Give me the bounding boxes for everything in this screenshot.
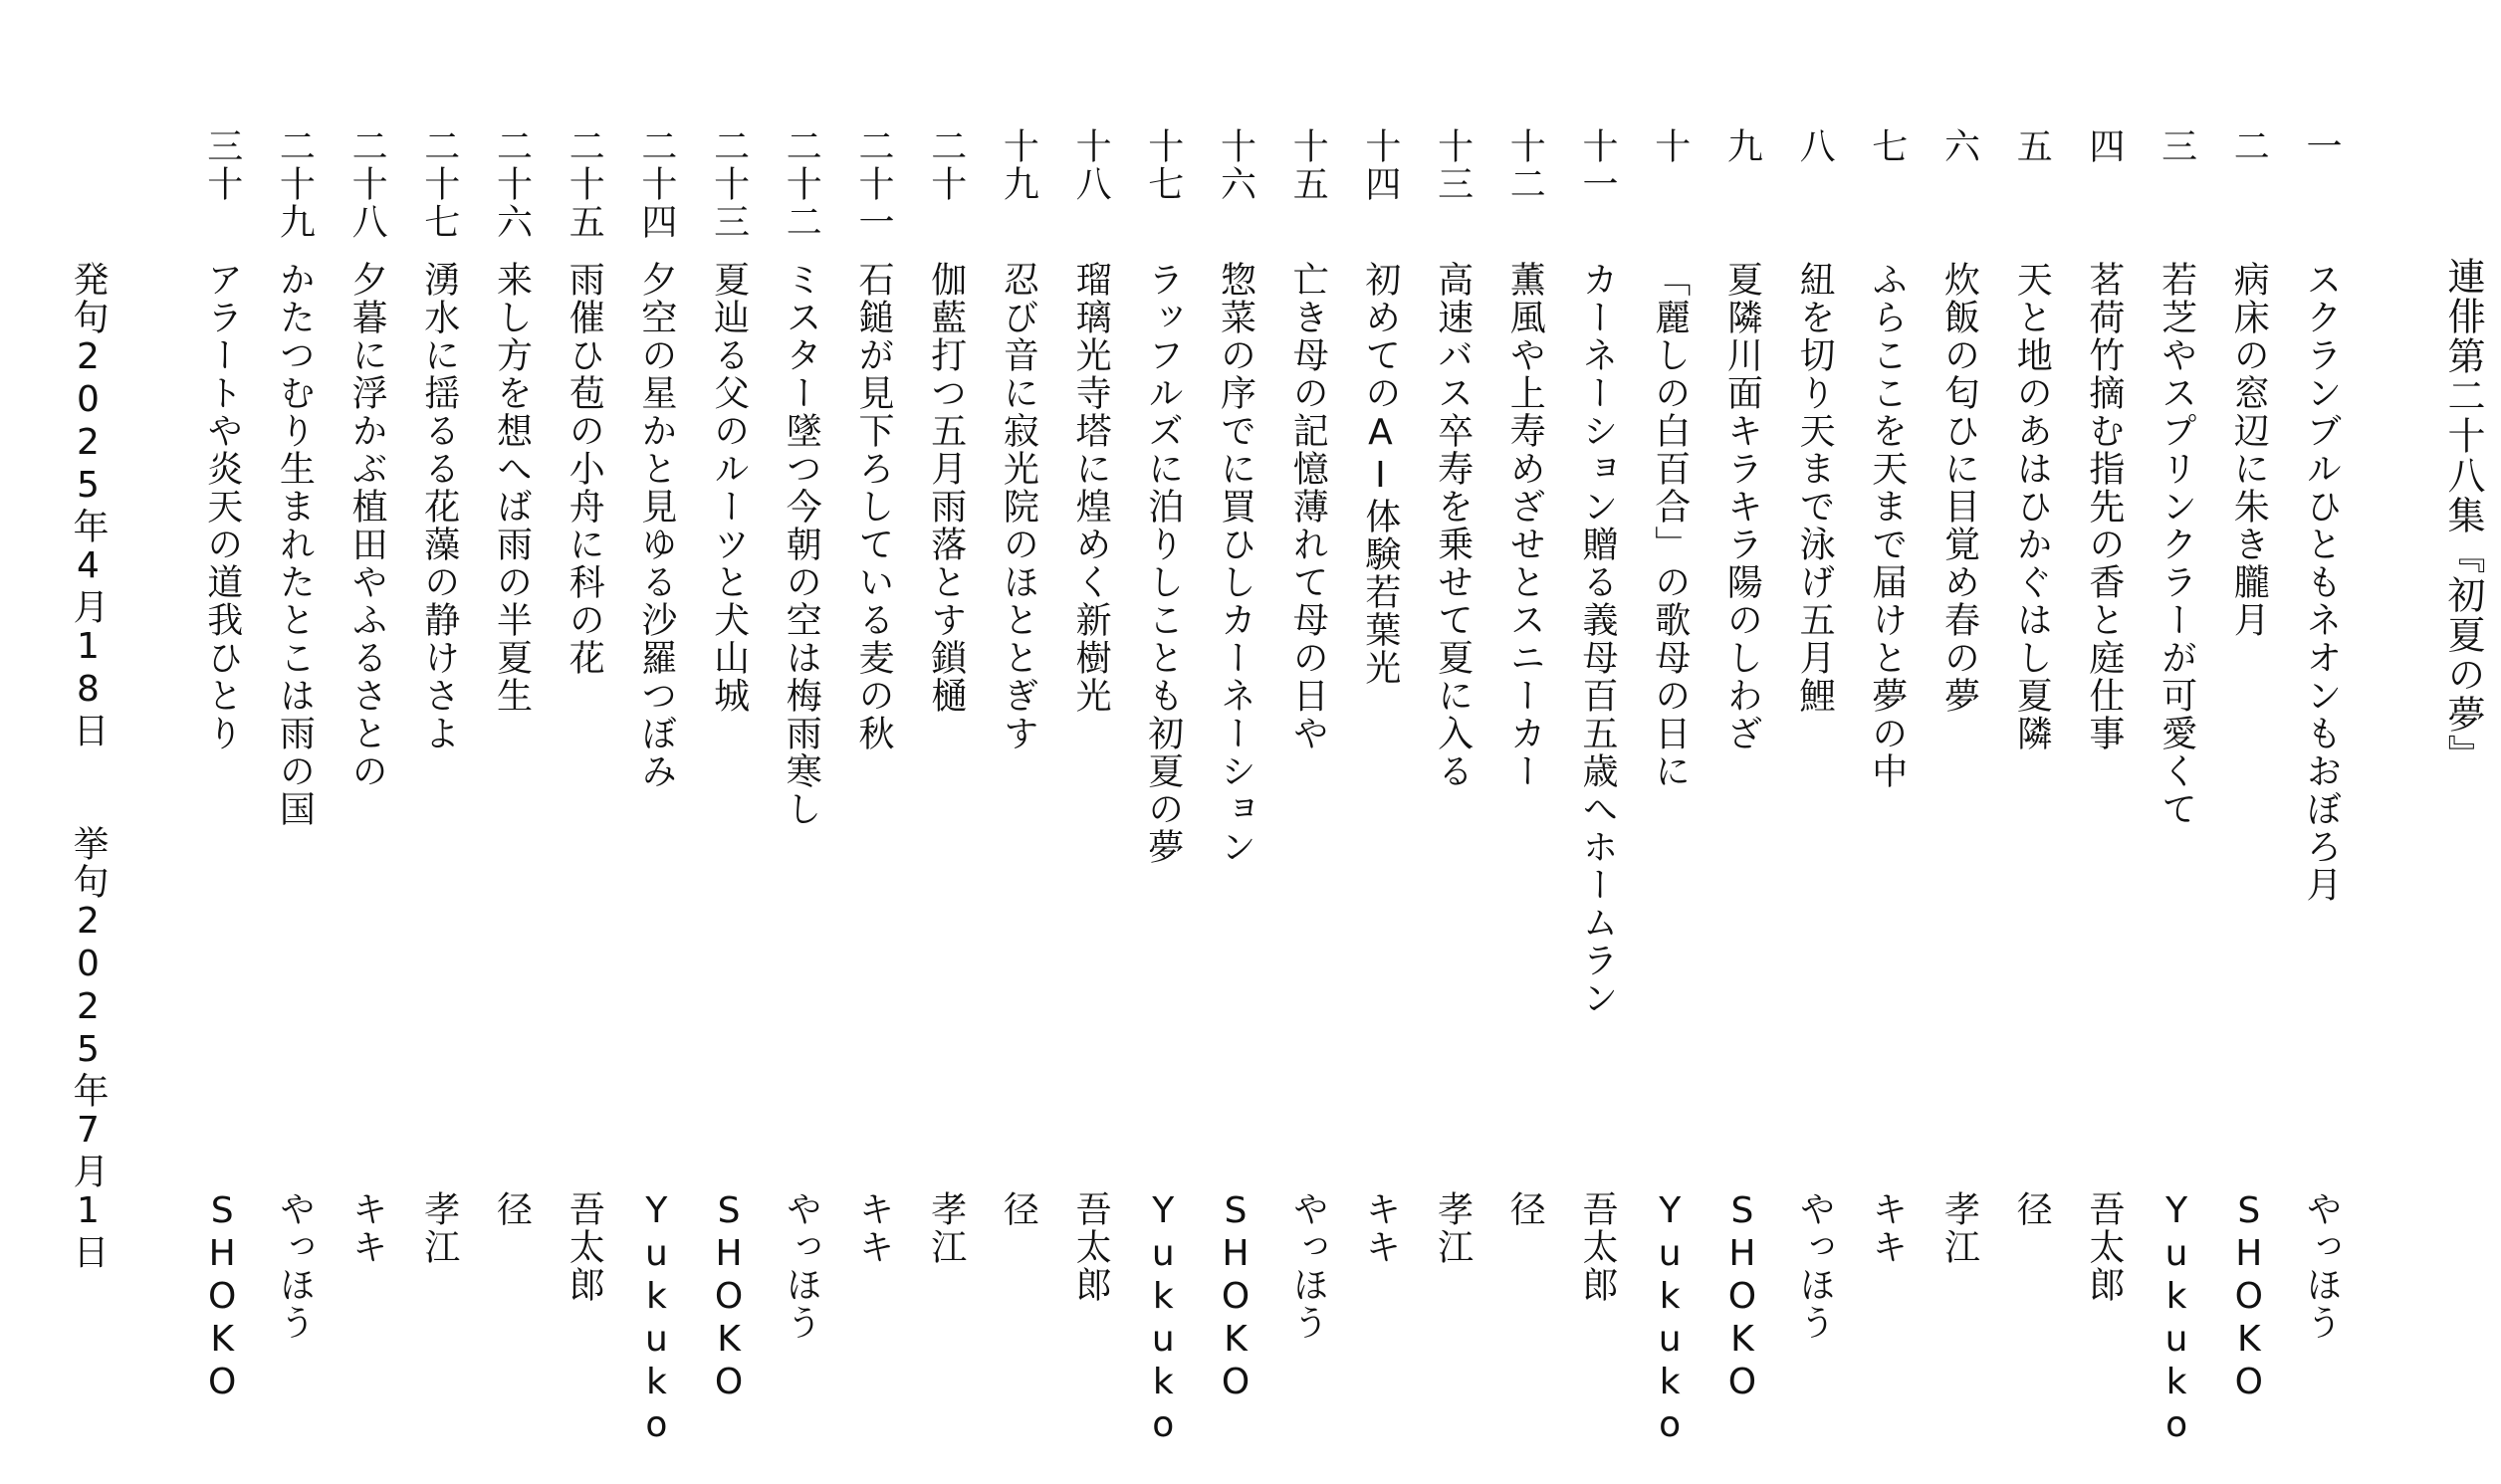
verse-author: 径	[1504, 1190, 1546, 1228]
verse-number: 十七	[1142, 127, 1184, 203]
verse-author: SHOKO	[2228, 1190, 2270, 1404]
start-date: 発句2025年4月18日	[68, 261, 109, 749]
verse-author: やっほう	[781, 1190, 822, 1342]
verse-text: 紐を切り天まで泳げ五月鯉	[1794, 261, 1836, 715]
verse-number: 六	[1938, 127, 1980, 165]
verse-author: 孝江	[1938, 1190, 1980, 1266]
verse-text: 若芝やスプリンクラーが可愛くて	[2156, 261, 2197, 828]
verse-text: 炊飯の匂ひに目覚め春の夢	[1938, 261, 1980, 715]
verse-number: 二十二	[781, 127, 822, 241]
verse-text: 「麗しの白百合」の歌母の日に	[1649, 261, 1691, 790]
verse-number: 八	[1794, 127, 1836, 165]
verse-author: Yukuko	[1142, 1190, 1184, 1447]
verse-author: 径	[491, 1190, 533, 1228]
verse-author: 孝江	[1432, 1190, 1474, 1266]
verse-text: 初めてのAI体験若葉光	[1359, 261, 1401, 687]
verse-author: 孝江	[925, 1190, 967, 1266]
verse-number: 二十八	[346, 127, 388, 241]
verse-number: 三十	[201, 127, 243, 203]
verse-text: スクランブルひともネオンもおぼろ月	[2301, 261, 2342, 904]
verse-author: やっほう	[1287, 1190, 1329, 1342]
verse-author: 径	[998, 1190, 1039, 1228]
page-title: 連俳第二十八集『初夏の夢』	[2441, 257, 2485, 774]
verse-text: 薫風や上寿めざせとスニーカー	[1504, 261, 1546, 790]
verse-number: 十六	[1215, 127, 1256, 203]
verse-number: 十九	[998, 127, 1039, 203]
verse-text: 高速バス卒寿を乗せて夏に入る	[1432, 261, 1474, 790]
verse-text: 雨催ひ苞の小舟に科の花	[564, 261, 605, 677]
verse-author: キキ	[1866, 1190, 1908, 1266]
verse-number: 五	[2011, 127, 2053, 165]
verse-text: 夏隣川面キラキラ陽のしわざ	[1721, 261, 1763, 752]
verse-number: 九	[1721, 127, 1763, 165]
verse-author: キキ	[1359, 1190, 1401, 1266]
verse-text: ふらここを天まで届けと夢の中	[1866, 261, 1908, 790]
date-footer	[68, 261, 109, 1271]
verse-author: SHOKO	[1215, 1190, 1256, 1404]
verse-number: 二十九	[274, 127, 316, 241]
verse-number: 七	[1866, 127, 1908, 165]
verse-text: アラートや炎天の道我ひとり	[201, 261, 243, 752]
verse-text: 夏辿る父のルーツと犬山城	[708, 261, 750, 715]
verse-text: 夕暮に浮かぶ植田やふるさとの	[346, 261, 388, 790]
verse-number: 二十	[925, 127, 967, 203]
verse-number: 十八	[1070, 127, 1112, 203]
verse-number: 二十一	[853, 127, 894, 241]
verse-author: SHOKO	[201, 1190, 243, 1404]
verse-author: 吾太郎	[1070, 1190, 1112, 1304]
verse-text: ミスター墜つ今朝の空は梅雨寒し	[781, 261, 822, 828]
verse-text: 湧水に揺るる花藻の静けさよ	[418, 261, 460, 752]
verse-author: 吾太郎	[564, 1190, 605, 1304]
verse-text: 夕空の星かと見ゆる沙羅つぼみ	[635, 261, 677, 790]
verse-author: やっほう	[2301, 1190, 2342, 1342]
verse-text: 伽藍打つ五月雨落とす鎖樋	[925, 261, 967, 715]
verse-author: 孝江	[418, 1190, 460, 1266]
verse-number: 二十五	[564, 127, 605, 241]
verse-text: 石鎚が見下ろしている麦の秋	[853, 261, 894, 752]
verse-author: Yukuko	[2156, 1190, 2197, 1447]
verse-author: 吾太郎	[2083, 1190, 2125, 1304]
verse-number: 十	[1649, 127, 1691, 165]
verse-text: 惣菜の序でに買ひしカーネーション	[1215, 261, 1256, 866]
verse-number: 二	[2228, 127, 2270, 165]
verse-author: 吾太郎	[1577, 1190, 1618, 1304]
verse-number: 二十七	[418, 127, 460, 241]
verse-number: 四	[2083, 127, 2125, 165]
verse-text: 忍び音に寂光院のほととぎす	[998, 261, 1039, 752]
verse-text: 天と地のあはひかぐはし夏隣	[2011, 261, 2053, 752]
verse-author: Yukuko	[1649, 1190, 1691, 1447]
end-date: 挙句2025年7月1日	[68, 825, 109, 1271]
verse-author: Yukuko	[635, 1190, 677, 1447]
verse-number: 十四	[1359, 127, 1401, 203]
verse-text: かたつむり生まれたとこは雨の国	[274, 261, 316, 828]
verse-author: やっほう	[274, 1190, 316, 1342]
verse-number: 一	[2301, 127, 2342, 165]
verse-number: 二十六	[491, 127, 533, 241]
verse-text: 病床の窓辺に朱き朧月	[2228, 261, 2270, 639]
verse-text: 来し方を想へば雨の半夏生	[491, 261, 533, 715]
verse-number: 十五	[1287, 127, 1329, 203]
verse-text: 瑠璃光寺塔に煌めく新樹光	[1070, 261, 1112, 715]
verse-text: 亡き母の記憶薄れて母の日や	[1287, 261, 1329, 752]
verse-number: 三	[2156, 127, 2197, 165]
verse-number: 二十四	[635, 127, 677, 241]
verse-number: 二十三	[708, 127, 750, 241]
verse-author: やっほう	[1794, 1190, 1836, 1342]
verse-author: SHOKO	[1721, 1190, 1763, 1404]
verse-text: カーネーション贈る義母百五歳へホームラン	[1577, 261, 1618, 1017]
verse-number: 十一	[1577, 127, 1618, 203]
verse-author: 径	[2011, 1190, 2053, 1228]
verse-text: 茗荷竹摘む指先の香と庭仕事	[2083, 261, 2125, 752]
verse-number: 十三	[1432, 127, 1474, 203]
verse-text: ラッフルズに泊りしことも初夏の夢	[1142, 261, 1184, 866]
verse-number: 十二	[1504, 127, 1546, 203]
verse-author: SHOKO	[708, 1190, 750, 1404]
verse-author: キキ	[853, 1190, 894, 1266]
verse-author: キキ	[346, 1190, 388, 1266]
